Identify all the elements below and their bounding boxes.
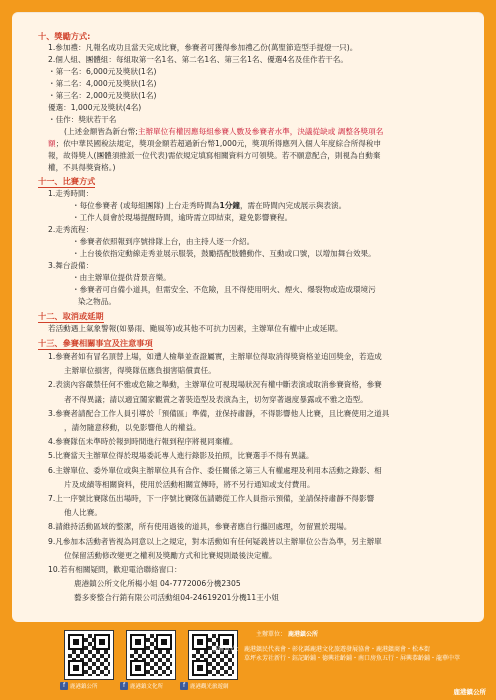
note-line: 1.參賽者如有冒名頂替上場，如遭人檢舉並查證屬實，主辦單位得取消得獎資格並追回獎金，若造成 — [48, 352, 382, 361]
organizer-label: 主辦單位： — [256, 631, 287, 638]
qr-code[interactable] — [126, 630, 176, 680]
award-note — [38, 126, 464, 138]
rule-text: ・每位參賽者 (或每組團隊) 上台走秀時間為 — [72, 201, 220, 210]
subheading: 1.走秀時間： — [48, 189, 94, 198]
contact-line: 藝多麥整合行銷有限公司活動組04-24619201分機11王小姐 — [74, 593, 279, 603]
note-line: 10.若有相關疑問，歡迎電洽聯絡窗口： — [48, 565, 182, 575]
qr-finder — [130, 660, 146, 676]
rule-line: ・上台後依指定動線走秀並展示服裝，鼓勵搭配肢體動作、互動或口號，以增加舞台效果。 — [72, 249, 376, 258]
organizer-name: 鹿港鎮公所 — [287, 631, 318, 638]
rule-line: 若活動遇上氣象警報(如暴雨、颱風等)或其他不可抗力因素，主辦單位有權中止或延期。 — [48, 324, 343, 333]
subheading: 2.走秀流程： — [48, 225, 94, 234]
content-panel — [12, 12, 484, 622]
qr-code[interactable] — [64, 630, 114, 680]
award-line: ・第三名：2,000元及獎狀(1名) — [48, 91, 157, 100]
section-heading-text: 十三、參賽相關事宜及注意事項 — [38, 338, 153, 348]
qr-finder — [192, 634, 208, 650]
logo-text: 鹿港鎮公所 — [453, 688, 486, 696]
rule-bold: 1分鐘 — [219, 201, 240, 210]
note-line: ，請勿隨意移動，以免影響他人的權益。 — [64, 423, 201, 433]
coorganizer-line: 草坪永芳社新行・鈺記齡鋪・德興社齡鋪・南口房魚五行・屏興恭齡鋪・龍華中萃 — [244, 655, 461, 662]
note-line: 8.請維持活動區域的整潔，所有使用過後的道具，參賽者應自行攜回處理，勿留置於現場。 — [48, 522, 352, 532]
rule-text: ，需在時間內完成展示與表演。 — [239, 201, 347, 210]
award-note-highlight: 主辦單位有權因應每組參賽人數及參賽者水準，決議從缺或 調整各獎項名 — [137, 127, 384, 136]
note-line: 5.比賽當天主辦單位得於現場委託專人進行錄影及拍照，比賽選手不得有異議。 — [48, 451, 314, 461]
award-line: 優選：1,000元及獎狀(4名) — [48, 103, 142, 112]
award-note: 權，不具得獎資格。) — [48, 163, 116, 172]
rule-line: 染之物品。 — [78, 297, 116, 306]
section-heading-notes — [38, 337, 464, 350]
rules-text — [38, 30, 464, 606]
section-heading-competition — [38, 175, 464, 188]
note-line: 3.參賽者請配合工作人員引導於「預備區」準備，並保持肅靜，不得影響他人比賽，且比賽使用之道具 — [48, 408, 390, 418]
footer-bar — [0, 622, 496, 700]
award-note-text: ；依中華民國稅法規定，獎項金額若超過新台幣1,000元，獎項所得應列入個人年度綜合所得稅申 — [55, 139, 382, 148]
note-line: 片及成績等相關資料，使用於活動相關宣傳時，將不另行通知或支付費用。 — [64, 479, 315, 489]
qr-caption-text: 鹿港鎮公所 — [70, 684, 98, 690]
rule-line: ・參賽者依照報到序號排隊上台，由主持人逐一介紹。 — [72, 237, 255, 246]
notes-list — [38, 350, 464, 606]
subheading: 3.舞台設備： — [48, 261, 94, 270]
qr-caption — [120, 682, 163, 690]
qr-caption-text: 鹿港觀光旅遊網 — [190, 684, 229, 690]
note-line: 主辦單位損害，得獎隊伍應負損害賠償責任。 — [64, 366, 216, 376]
award-line: 1.參加禮：凡報名成功且當天完成比賽，參賽者可獲得參加禮乙份(萬聖節造型手提燈一只)。 — [48, 43, 358, 52]
award-note-highlight: 額 — [48, 139, 56, 148]
facebook-icon: f — [60, 682, 68, 690]
qr-finder — [94, 634, 110, 650]
section-heading-awards: 十、獎勵方式: — [38, 31, 91, 41]
coorganizer-line: 鹿港鎮民代表會・彰化縣鹿港文化旅遊發展協會・鹿港鎮商會・松本街 — [244, 646, 431, 653]
qr-caption-text: 鹿港鎮文化所 — [130, 684, 164, 690]
qr-finder — [68, 634, 84, 650]
qr-finder — [130, 634, 146, 650]
rule-line: ・由主辦單位提供背景音樂。 — [72, 273, 171, 282]
award-note: 報，故得獎人(團體須推派一位代表)需依規定填寫相關資料方可領獎。若不願意配合，則視為自動棄 — [48, 151, 381, 160]
note-line: 7.上一序號比賽隊伍出場時，下一序號比賽隊伍請聽從工作人員指示預備，並請保持肅靜不得影響 — [48, 494, 375, 504]
note-line: 2.表演內容嚴禁任何不雅或危險之舉動，主辦單位可視現場狀況有權中斷表演或取消參賽資格，參賽 — [48, 380, 382, 390]
facebook-icon: f — [120, 682, 128, 690]
award-note — [38, 138, 464, 150]
coorganizer-label: 協辦單位： — [212, 646, 243, 653]
coorganizer-list — [244, 645, 460, 663]
rule-line: ・參賽者可自備小道具，但需安全、不危險，且不得使用明火、煙火、爆裂物或造成環境污 — [72, 285, 376, 294]
qr-finder — [68, 660, 84, 676]
note-line: 9.凡參加本活動者皆視為同意以上之規定，對本活動如有任何疑義皆以主辦單位公告為準，另主辦單 — [48, 536, 382, 546]
award-line: ・第一名：6,000元及獎狀(1名) — [48, 67, 157, 76]
organizer-info — [212, 630, 490, 663]
note-line: 他人比賽。 — [64, 508, 102, 518]
note-line: 者不得異議；請以適宜闔家觀賞之著裝造型及表演為主，切勿穿著過度暴露或不雅之造型。 — [64, 394, 368, 404]
award-line: ・第二名：4,000元及獎狀(1名) — [48, 79, 157, 88]
section-heading-text: 十一、比賽方式 — [38, 176, 96, 186]
award-line: ・佳作：獎狀若干名 — [48, 115, 117, 124]
coorganizer-row — [212, 645, 490, 663]
town-office-logo — [454, 687, 487, 696]
note-line: 4.參賽隊伍未準時於報到時間進行報到程序將視同棄權。 — [48, 437, 238, 447]
note-line: 位保留活動修改變更之權利及獎勵方式和比賽規則最後決定權。 — [64, 550, 277, 560]
section-heading-text: 十二、取消或延期 — [38, 311, 104, 321]
qr-finder — [156, 634, 172, 650]
award-line: 2.個人組、團體組：每組取第一名1名、第二名1名、第三名1名、優選4名及佳作若干名。 — [48, 55, 348, 64]
award-note-text: (上述金額皆為新台幣; — [64, 127, 138, 136]
qr-caption — [60, 682, 98, 690]
rule-line: ・工作人員會於現場提醒時間，逾時需立即結束，避免影響賽程。 — [72, 213, 293, 222]
note-line: 6.主辦單位、委外單位或與主辦單位具有合作、委任關係之第三人有權處理及利用本活動之錄影、相 — [48, 465, 382, 475]
contact-line: 鹿港鎮公所文化所楊小姐 04-7772006分機2305 — [74, 579, 241, 589]
qr-finder — [192, 660, 208, 676]
facebook-icon: f — [180, 682, 188, 690]
section-heading-cancel — [38, 310, 464, 323]
rule-line — [38, 200, 464, 212]
organizer-row — [212, 630, 490, 639]
qr-caption — [180, 682, 229, 690]
